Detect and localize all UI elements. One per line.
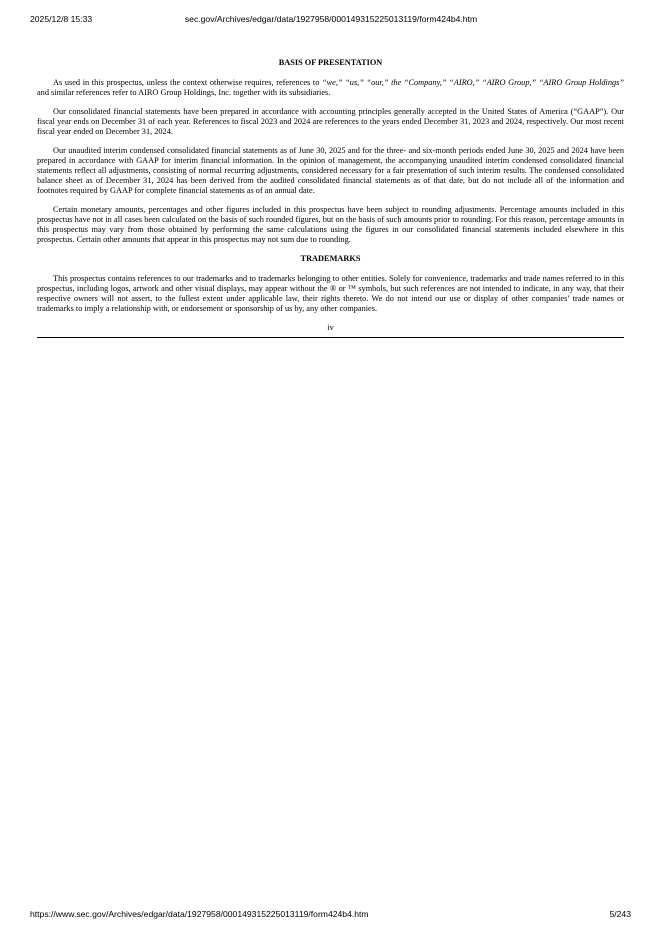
page-divider: [37, 337, 624, 338]
basis-of-presentation-heading: BASIS OF PRESENTATION: [278, 58, 383, 67]
basis-p1-lead: As used in this prospectus, unless the context otherwise requires, references to: [53, 78, 323, 87]
basis-p1-tail: and similar references refer to AIRO Group Holdings, Inc. together with its subsidiaries.: [37, 88, 331, 98]
print-footer: [0, 909, 662, 921]
basis-paragraph-4: Certain monetary amounts, percentages and other figures included in this prospectus have been subject to rounding adjustments. Percentage amounts included in this prospectus have not in all cases been calculated on the basis of such rounded figures, but on the basis of such amounts prior to rounding. For this reason, percentage amounts in this prospectus may vary from those obtained by performing the same calculations using the figures in our consolidated financial statements included elsewhere in this prospectus. Certain other amounts that appear in this prospectus may not sum due to rounding.: [37, 204, 624, 244]
print-header: [0, 14, 662, 26]
footer-url-link[interactable]: https://www.sec.gov/Archives/edgar/data/1927958/000149315225013119/form424b4.htm: [30, 909, 369, 919]
trademarks-heading: TRADEMARKS: [300, 253, 361, 263]
document-body: [37, 58, 624, 338]
print-url: sec.gov/Archives/edgar/data/1927958/000149315225013119/form424b4.htm: [184, 14, 478, 24]
trademarks-paragraph-1: This prospectus contains references to our trademarks and to trademarks belonging to other entities. Solely for convenience, trademarks and trade names referred to in this prospectus, including logos, artwork and other visual displays, may appear without the ® or ™ symbols, but such references are not intended to indicate, in any way, that their respective owners will not assert, to the fullest extent under applicable law, their rights thereto. We do not intend our use or display of other companies’ trade names or trademarks to imply a relationship with, or endorsement or sponsorship of us by, any other companies.: [37, 273, 624, 313]
basis-p1-defined-terms: “we,” “us,” “our,” the “Company,” “AIRO,” “AIRO Group,” “AIRO Group Holdings”: [322, 78, 625, 87]
print-datetime: 2025/12/8 15:33: [30, 14, 93, 24]
basis-paragraph-1: [37, 78, 624, 98]
basis-paragraph-2: Our consolidated financial statements have been prepared in accordance with accounting principles generally accepted in the United States of America (“GAAP”). Our fiscal year ends on December 31 of each year. References to fiscal 2023 and 2024 are references to the years ended December 31, 2023 and 2024, respectively. Our most recent fiscal year ended on December 31, 2024.: [37, 106, 624, 136]
footer-page-count: 5/243: [609, 909, 631, 919]
basis-paragraph-3: Our unaudited interim condensed consolidated financial statements as of June 30, 2025 and for the three- and six-month periods ended June 30, 2025 and 2024 have been prepared in accordance with GAAP for interim financial information. In the opinion of management, the accompanying unaudited interim condensed consolidated financial statements reflect all adjustments, consisting of normal recurring adjustments, considered necessary for a fair presentation of such interim results. The condensed consolidated balance sheet as of December 31, 2024 has been derived from the audited consolidated financial statements as of that date, but do not include all of the information and footnotes required by GAAP for complete financial statements as of an annual date.: [37, 145, 624, 196]
page-number: iv: [327, 322, 334, 332]
